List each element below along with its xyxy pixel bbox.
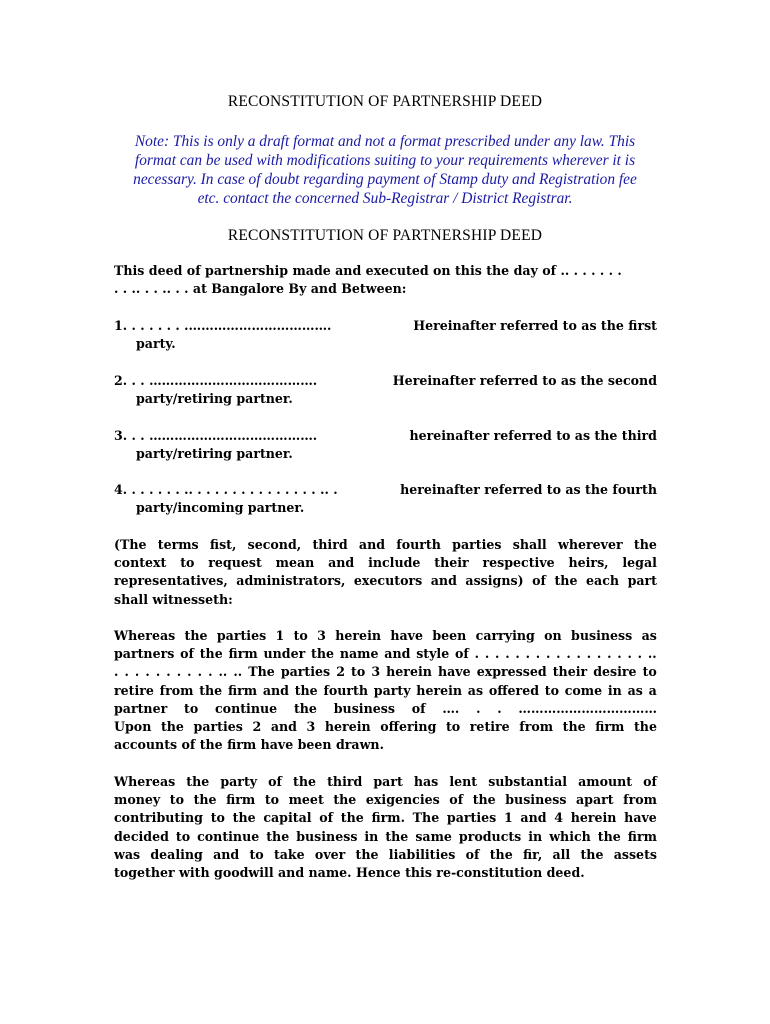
word: name: [339, 646, 379, 662]
word: .: [176, 664, 182, 680]
word: of: [465, 846, 480, 862]
word: as: [641, 628, 657, 643]
word: 1: [275, 628, 285, 643]
word: the: [580, 846, 604, 862]
word: as: [467, 682, 484, 698]
word: executors: [353, 573, 423, 589]
word: party: [373, 682, 411, 698]
word: been: [432, 628, 467, 643]
word: .: [586, 646, 592, 662]
word: administrators,: [236, 573, 346, 589]
word: ….: [442, 700, 460, 716]
word: and: [328, 555, 355, 571]
word: heirs,: [568, 555, 609, 571]
word: meet: [288, 792, 324, 808]
word: to: [264, 792, 280, 808]
word: part: [373, 774, 403, 789]
justified-line: [114, 773, 657, 791]
word: wherever: [557, 537, 623, 552]
word: over: [314, 846, 346, 862]
word: to: [175, 828, 191, 844]
word: herein: [570, 810, 617, 826]
word: their: [434, 555, 469, 571]
word: firm: [595, 719, 625, 735]
word: representatives,: [114, 573, 228, 589]
word: of: [643, 774, 657, 789]
word: Whereas: [114, 774, 176, 789]
word: .: [208, 664, 213, 680]
word: the: [597, 828, 621, 844]
word: come: [564, 682, 603, 698]
word: .: [124, 664, 129, 680]
word: legal: [622, 555, 657, 571]
word: the: [160, 719, 184, 735]
word: ……………………………: [518, 700, 657, 716]
word: has: [413, 774, 439, 789]
party-role: party.: [136, 336, 176, 352]
word: 3: [317, 628, 326, 643]
word: a: [648, 682, 657, 698]
word: Whereas: [114, 628, 176, 643]
note-line: format can be used with modifications suiting to your requirements wherever it is: [134, 152, 636, 169]
word: contributing: [114, 810, 203, 826]
note-line: Note: This is only a draft format and not a format prescribed under any law. This: [134, 133, 636, 150]
word: .: [484, 646, 490, 662]
word: .: [545, 646, 551, 662]
justified-line: [114, 682, 657, 700]
word: and: [384, 646, 411, 662]
party-description: Hereinafter referred to as the second: [392, 373, 657, 388]
terms-paragraph: [114, 536, 657, 609]
word: third: [327, 774, 363, 789]
word: lent: [449, 774, 478, 789]
party-role: party/incoming partner.: [136, 500, 305, 516]
word: business: [505, 792, 567, 808]
word: offering: [380, 719, 437, 735]
party-item-4: [114, 481, 657, 517]
word: amount: [578, 774, 633, 789]
word: the: [489, 846, 513, 862]
word: business: [296, 828, 358, 844]
word: under: [263, 646, 306, 662]
word: the: [266, 828, 290, 844]
word: Upon: [114, 719, 152, 735]
word: in: [528, 828, 543, 844]
word: .: [607, 646, 612, 662]
party-description: hereinafter referred to as the fourth: [400, 482, 657, 497]
word: the: [186, 774, 210, 789]
word: to: [169, 792, 184, 808]
word: assets: [613, 846, 657, 862]
word: the: [193, 792, 217, 808]
word: parties: [216, 628, 267, 643]
word: part: [627, 573, 657, 589]
word: decided: [114, 828, 169, 844]
note-line: etc. contact the concerned Sub-Registrar / District Registrar.: [197, 190, 573, 207]
word: .: [166, 664, 171, 680]
word: ..: [218, 664, 228, 680]
word: of: [455, 646, 469, 662]
word: the: [340, 810, 364, 826]
word: parties: [280, 664, 331, 680]
whereas-paragraph-1: [114, 627, 657, 754]
word: include: [368, 555, 421, 571]
party-number-dots: 2. . . ………………………………….: [114, 373, 318, 388]
word: .: [505, 646, 510, 662]
justified-line: [114, 791, 657, 809]
justified-line: [114, 663, 657, 681]
word: to: [210, 810, 225, 826]
word: style: [416, 646, 450, 662]
word: herein: [335, 628, 382, 643]
word: mean: [275, 555, 315, 571]
word: from: [519, 719, 554, 735]
party-description: Hereinafter referred to as the first: [413, 318, 657, 333]
word: partners: [114, 646, 175, 662]
word: expressed: [476, 664, 547, 680]
word: fourth: [396, 537, 441, 552]
word: dealing: [150, 846, 203, 862]
word: in: [364, 828, 379, 844]
word: second,: [247, 537, 302, 552]
word: context: [114, 555, 167, 571]
word: same: [415, 828, 452, 844]
word: (The: [114, 537, 147, 552]
word: to: [184, 700, 199, 716]
word: which: [549, 828, 591, 844]
word: the: [633, 537, 657, 552]
word: to: [180, 555, 195, 571]
word: .: [535, 646, 541, 662]
word: 3: [371, 664, 381, 680]
word: herein: [324, 719, 371, 735]
word: herein: [416, 682, 463, 698]
word: .: [197, 664, 203, 680]
word: .: [134, 664, 140, 680]
word: the: [633, 719, 657, 735]
word: third: [312, 537, 348, 552]
word: on: [544, 628, 562, 643]
word: 2: [336, 664, 345, 680]
word: retire: [469, 719, 510, 735]
word: The: [412, 810, 440, 826]
word: .: [495, 646, 500, 662]
word: products: [458, 828, 522, 844]
word: of: [411, 700, 426, 716]
word: to: [642, 664, 657, 680]
word: continue: [215, 700, 278, 716]
word: parties: [452, 537, 502, 552]
word: firm: [627, 828, 657, 844]
word: herein: [386, 664, 432, 680]
word: The: [248, 664, 275, 680]
word: capital: [263, 810, 312, 826]
word: of: [319, 810, 334, 826]
word: .: [114, 664, 119, 680]
word: and: [520, 810, 547, 826]
word: from: [159, 682, 194, 698]
word: substantial: [488, 774, 568, 789]
word: exigencies: [365, 792, 440, 808]
word: parties: [193, 719, 243, 735]
party-number-dots: 3. . . ………………………………….: [114, 428, 318, 443]
word: and: [358, 537, 386, 552]
paragraph-last-line: accounts of the firm have been drawn.: [114, 737, 384, 753]
word: have: [390, 628, 423, 643]
word: the: [554, 573, 578, 589]
word: party: [220, 774, 258, 789]
word: firm.: [371, 810, 405, 826]
word: .: [187, 664, 192, 680]
word: of: [449, 792, 464, 808]
word: the: [184, 628, 208, 643]
word: partner: [114, 700, 168, 716]
word: 2: [252, 719, 262, 735]
justified-line: [114, 809, 657, 827]
word: .: [145, 664, 150, 680]
justified-line: [114, 572, 657, 590]
opening-line: This deed of partnership made and executed on this the day of .. . . . . . .: [114, 263, 622, 278]
word: money: [114, 792, 161, 808]
word: and: [270, 719, 297, 735]
word: assigns): [465, 573, 524, 589]
word: terms: [157, 537, 199, 552]
word: to: [249, 846, 264, 862]
word: the: [385, 828, 409, 844]
paragraph-last-line: together with goodwill and name. Hence this re-constitution deed.: [114, 865, 585, 881]
word: to: [351, 664, 366, 680]
document-subtitle: RECONSTITUTION OF PARTNERSHIP DEED: [227, 227, 543, 244]
word: was: [114, 846, 141, 862]
word: firm: [226, 792, 256, 808]
word: each: [586, 573, 620, 589]
party-description: hereinafter referred to as the third: [409, 428, 657, 443]
word: of: [180, 646, 194, 662]
word: and: [430, 573, 457, 589]
word: .: [515, 646, 520, 662]
word: .: [525, 646, 530, 662]
justified-line: [114, 846, 657, 864]
word: shall: [512, 537, 547, 552]
justified-line: [114, 645, 657, 663]
party-item-3: [114, 427, 657, 463]
word: to: [445, 719, 461, 735]
party-number-dots: 1. . . . . . . .…………………………….: [114, 318, 332, 333]
word: retire: [114, 682, 154, 698]
word: .: [474, 646, 480, 662]
party-role: party/retiring partner.: [136, 446, 293, 462]
word: .: [476, 700, 481, 716]
justified-line: [114, 700, 657, 718]
word: the: [199, 646, 223, 662]
note-line: necessary. In case of doubt regarding payment of Stamp duty and Registration fee: [133, 171, 637, 188]
word: fourth: [323, 682, 369, 698]
word: .: [556, 646, 561, 662]
justified-line: [114, 627, 657, 645]
word: the: [311, 646, 335, 662]
opening-paragraph: [114, 262, 657, 298]
opening-line: . . .. . . .. . . at Bangalore By and Between:: [114, 281, 407, 297]
word: continue: [197, 828, 260, 844]
whereas-paragraph-2: [114, 773, 657, 882]
justified-line: [114, 718, 657, 736]
word: the: [293, 774, 317, 789]
word: and: [213, 846, 240, 862]
word: have: [437, 664, 471, 680]
word: the: [355, 846, 379, 862]
word: their: [552, 664, 588, 680]
word: the: [199, 682, 223, 698]
word: as: [627, 682, 643, 698]
party-item-2: [114, 372, 657, 408]
word: ..: [233, 664, 243, 680]
word: offered: [488, 682, 540, 698]
word: business: [571, 628, 633, 643]
word: to: [293, 628, 308, 643]
word: 3: [306, 719, 316, 735]
word: of: [532, 573, 546, 589]
word: .: [617, 646, 622, 662]
word: in: [607, 682, 622, 698]
word: 4: [554, 810, 563, 826]
word: fir,: [522, 846, 543, 862]
word: .: [155, 664, 161, 680]
word: business: [333, 700, 395, 716]
word: firm: [227, 682, 258, 698]
justified-line: [114, 554, 657, 572]
word: the: [294, 682, 318, 698]
word: the: [333, 792, 357, 808]
word: .: [566, 646, 571, 662]
word: fist,: [209, 537, 237, 552]
word: .: [497, 700, 502, 716]
word: parties: [446, 810, 497, 826]
word: .: [596, 646, 602, 662]
document-title: RECONSTITUTION OF PARTNERSHIP DEED: [227, 93, 543, 110]
word: .: [627, 646, 632, 662]
word: have: [624, 810, 657, 826]
party-number-dots: 4. . . . . . . .. . . . . . . . . . . . . . . .. .: [114, 482, 338, 497]
word: carrying: [475, 628, 535, 643]
justified-line: [114, 828, 657, 846]
word: firm: [228, 646, 258, 662]
word: of: [268, 774, 282, 789]
word: all: [552, 846, 571, 862]
word: the: [562, 719, 586, 735]
word: the: [472, 792, 496, 808]
word: take: [273, 846, 305, 862]
party-role: party/retiring partner.: [136, 391, 293, 407]
word: to: [544, 682, 559, 698]
paragraph-last-line: shall witnesseth:: [114, 591, 233, 607]
word: request: [208, 555, 262, 571]
word: .: [637, 646, 643, 662]
word: respective: [482, 555, 555, 571]
word: the: [293, 700, 317, 716]
word: 1: [503, 810, 513, 826]
word: liabilities: [388, 846, 456, 862]
word: ..: [647, 646, 657, 662]
word: .: [576, 646, 581, 662]
word: the: [232, 810, 256, 826]
party-item-1: [114, 317, 657, 353]
word: and: [262, 682, 289, 698]
word: desire: [593, 664, 637, 680]
word: from: [623, 792, 657, 808]
draft-note: [100, 132, 670, 208]
justified-line: [114, 536, 657, 554]
word: apart: [576, 792, 614, 808]
